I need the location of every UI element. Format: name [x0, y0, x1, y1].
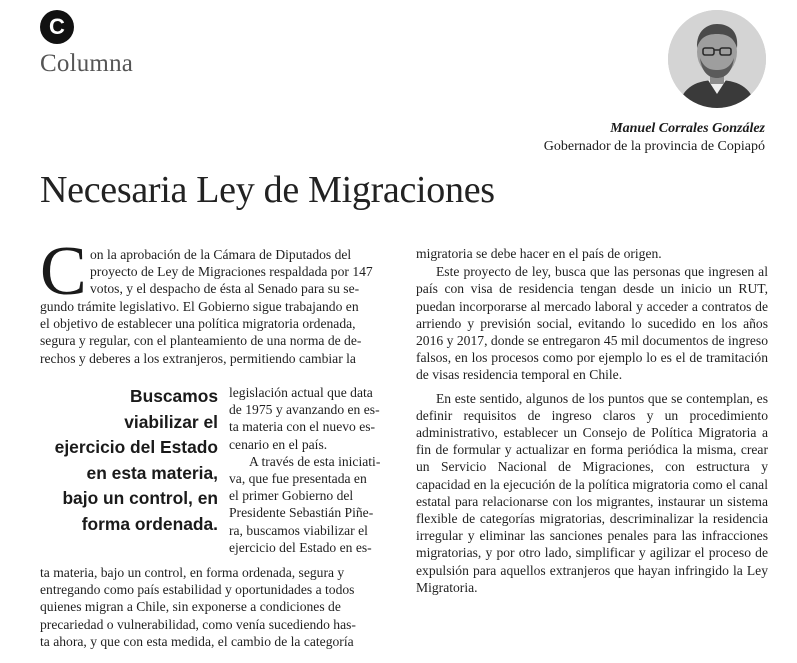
text-line: entregando como país estabilidad y oportunidades a todos	[40, 582, 355, 598]
author-role: Gobernador de la provincia de Copiapó	[543, 139, 765, 154]
pull-quote-line: viabilizar el	[124, 411, 218, 432]
text-line: legislación actual que data	[229, 385, 373, 400]
right-column	[416, 245, 768, 596]
paragraph: En este sentido, algunos de los puntos que se contemplan, es definir requisitos de ingreso claros y un procedimiento administrativo, establecer un Consejo de Política Migratoria a fin de formular y actualizar en forma periódica la misma, crear un Servicio Nacional de Migraciones, con estructura y capacidad en la ejecución de la política migratoria como el canal estatal para relacionarse con los migrantes, instaurar un sistema flexible de categorías migratorias, descriminalizar la residencia irregular y eliminar las sanciones penales para las infracciones migratorias, y por otro lado, simplificar y agilizar el proceso de expulsión para aquellos extranjeros que hayan infringido la Ley Migratoria.	[416, 390, 768, 595]
text-line: de 1975 y avanzando en es-	[229, 402, 380, 418]
paragraph: migratoria se debe hacer en el país de origen.	[416, 246, 662, 261]
headline: Necesaria Ley de Migraciones	[40, 169, 495, 211]
author-photo	[668, 10, 766, 108]
pull-quote-line: Buscamos	[130, 386, 218, 406]
text-line: ta materia con el nuevo es-	[229, 419, 376, 435]
text-line: votos, y el despacho de ésta al Senado para su se-	[90, 281, 360, 297]
text-line: gundo trámite legislativo. El Gobierno sigue trabajando en	[40, 299, 359, 314]
text-line: el objetivo de establecer una política migratoria ordenada,	[40, 316, 356, 332]
column-badge-icon: C	[40, 10, 74, 44]
text-line: rechos y deberes a los extranjeros, permitiendo cambiar la	[40, 350, 356, 366]
text-line: ra, buscamos viabilizar el	[229, 522, 368, 538]
text-line: quienes migran a Chile, sin exponerse a condiciones de	[40, 599, 341, 615]
pull-quote-line: ejercicio del Estado	[54, 437, 218, 458]
pull-quote-line: forma ordenada.	[81, 513, 218, 534]
text-line: A través de esta iniciati-	[249, 453, 381, 469]
text-line: segura y regular, con el planteamiento de una norma de de-	[40, 333, 362, 349]
text-line: ta materia, bajo un control, en forma ordenada, segura y	[40, 565, 345, 580]
left-column-intro	[90, 246, 392, 298]
section-label: Columna	[40, 50, 134, 77]
text-line: ejercicio del Estado en es-	[229, 539, 372, 555]
pull-quote-line: bajo un control, en	[62, 488, 218, 509]
text-line: el primer Gobierno del	[229, 488, 354, 504]
paragraph: Este proyecto de ley, busca que las personas que ingresen al país con visa de residencia tengan desde un inicio un RUT, puedan incorporarse al mercado laboral y acceder a contratos de arriendo y previsión social, evitando lo sucedido en los años 2016 y 2017, donde se entregaron 45 mil documentos de ingreso falsos, en los procesos como por ejemplo lo es el de tramitación de visas residencia temporal en Chile.	[416, 264, 768, 383]
text-line: Presidente Sebastián Piñe-	[229, 505, 374, 521]
text-line: proyecto de Ley de Migraciones respaldada por 147	[90, 264, 373, 280]
text-line: on la aprobación de la Cámara de Diputados del	[90, 247, 352, 262]
pull-quote-line: en esta materia,	[86, 462, 218, 483]
text-line: precariedad o vulnerabilidad, como venía sucediendo has-	[40, 616, 356, 632]
text-line: cenario en el país.	[229, 436, 328, 452]
left-column-full	[40, 298, 392, 367]
left-column-bottom	[40, 564, 392, 650]
text-line: va, que fue presentada en	[229, 471, 367, 487]
author-name: Manuel Corrales González	[610, 121, 765, 136]
text-line: ta ahora, y que con esta medida, el cambio de la categoría	[40, 633, 354, 649]
drop-cap: C	[40, 233, 87, 310]
pull-quote	[40, 384, 218, 538]
left-column-narrow	[229, 384, 392, 556]
